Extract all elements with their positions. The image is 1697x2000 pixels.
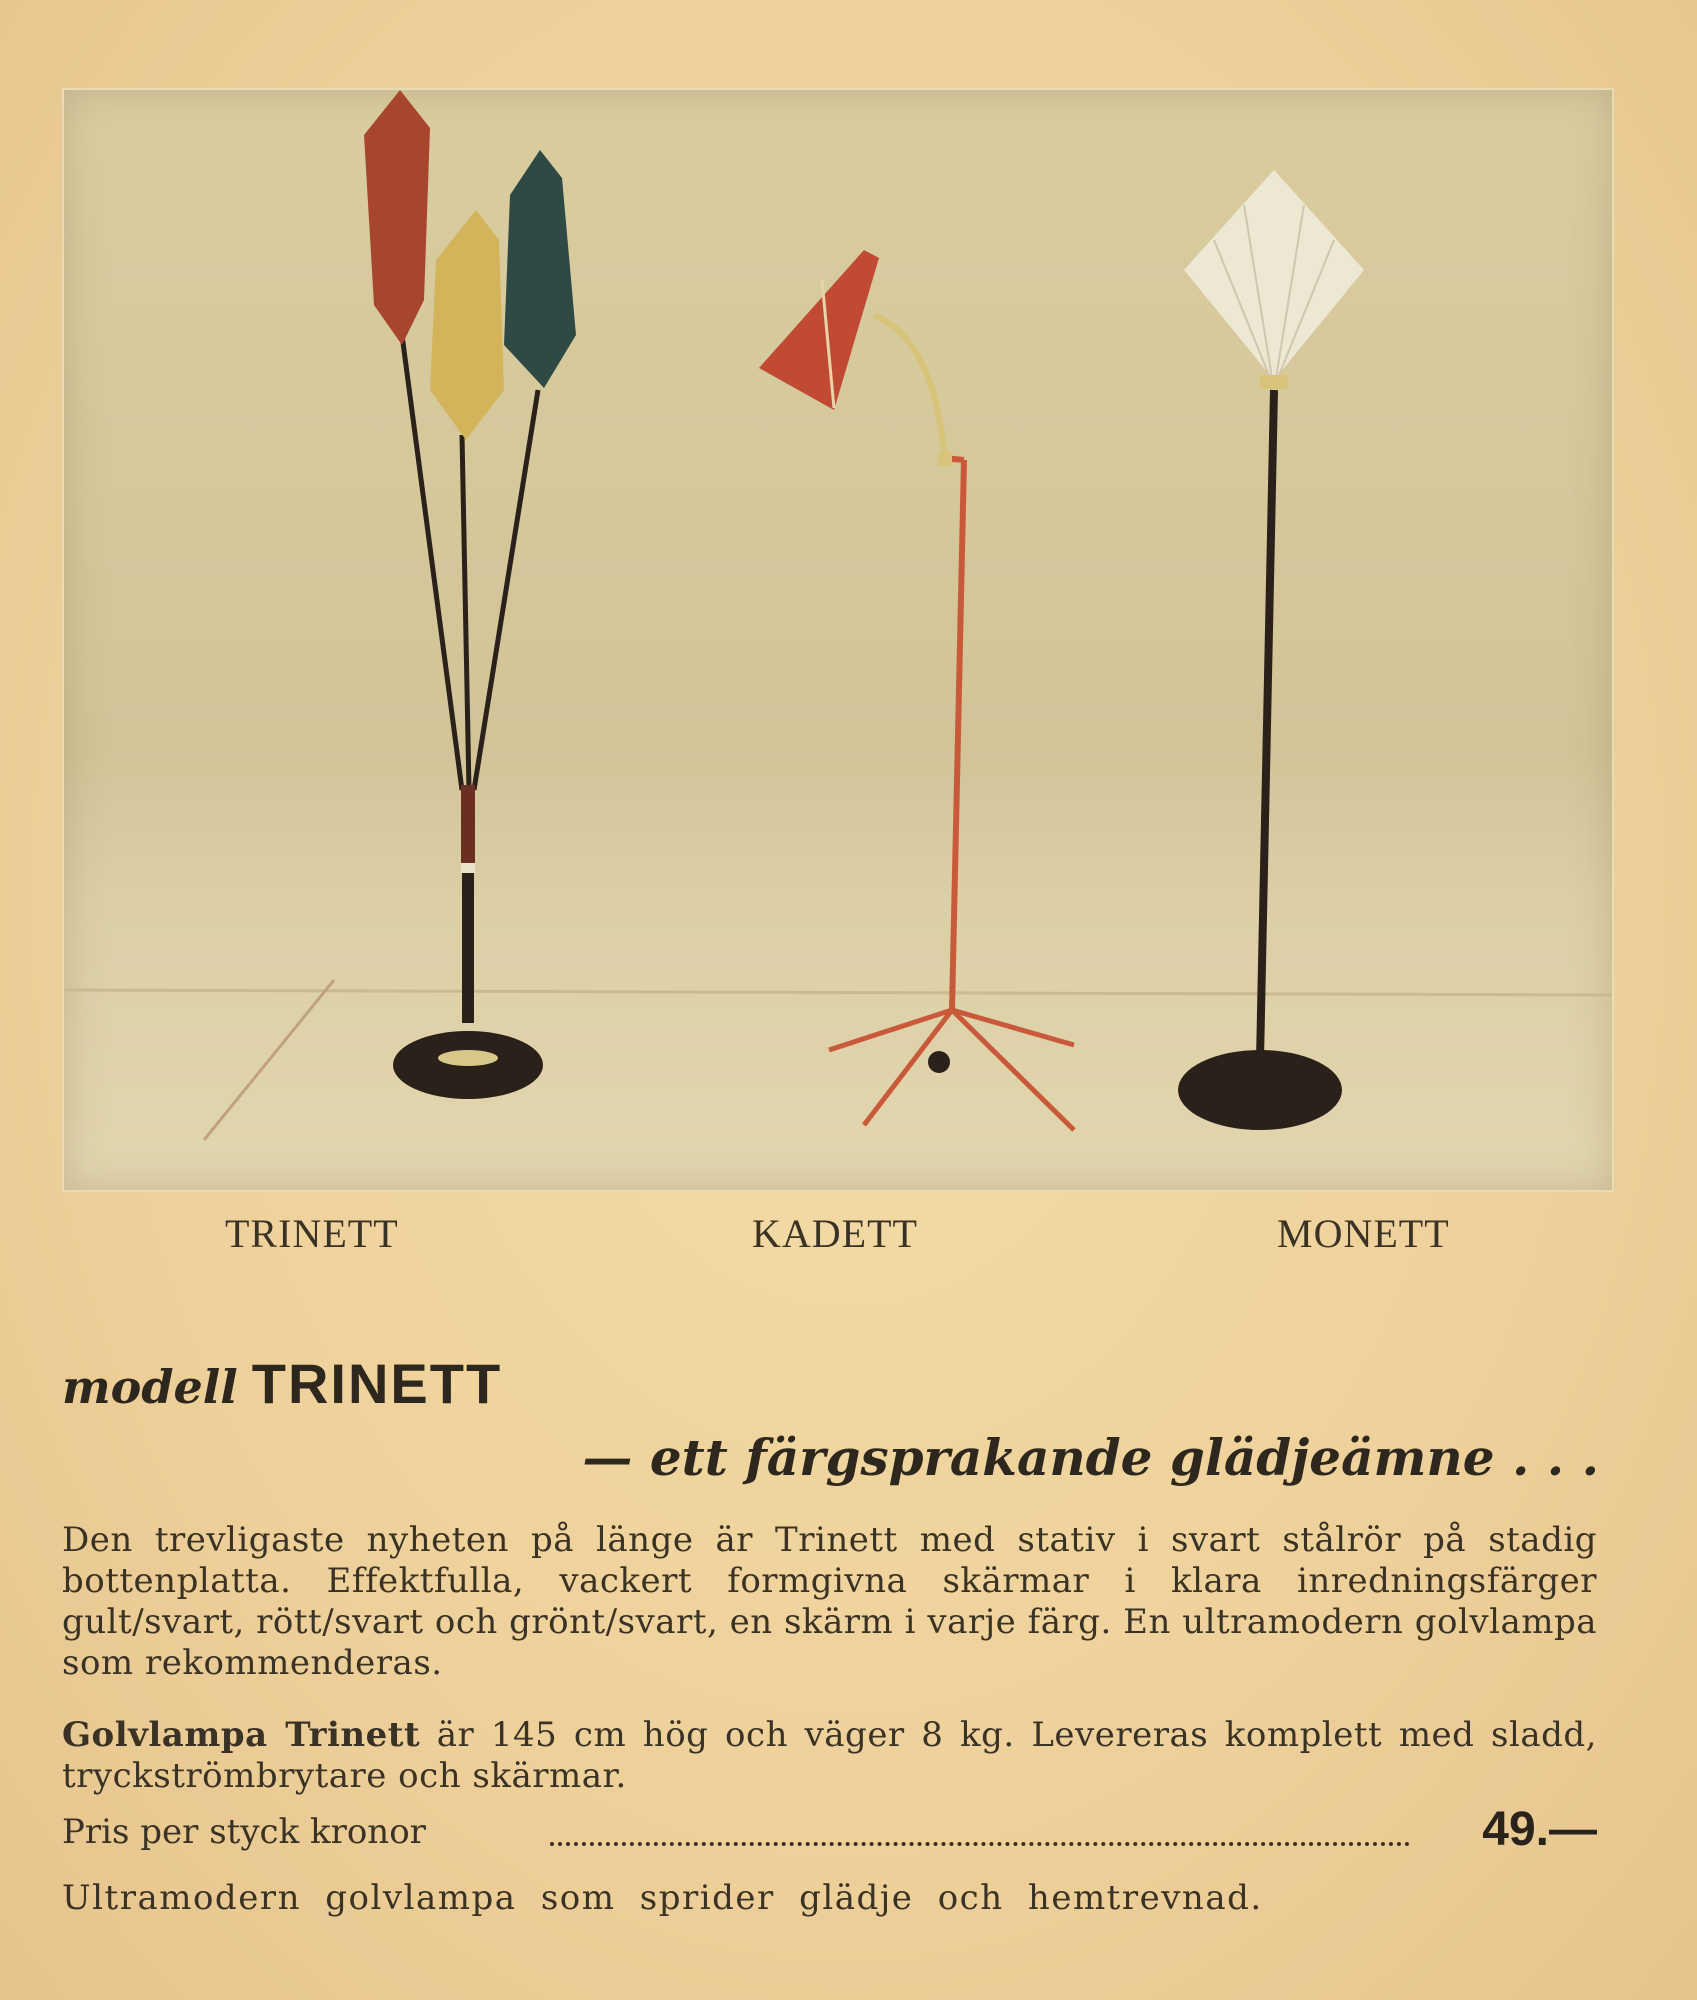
monett-lamp	[1178, 170, 1364, 1130]
description-paragraph: Den trevligaste nyheten på länge är Trinett med stativ i svart stålrör på stadig bottenplatta. Effektfulla, vackert formgivna skärmar i klara inredningsfärger gult/svart, rött/svart och grönt/svart, en skärm i varje färg. En ultramodern golvlampa som rekommenderas.	[62, 1520, 1597, 1683]
price-value: 49.—	[1482, 1803, 1597, 1856]
slogan: — ett färgsprakande glädjeämne . . .	[582, 1428, 1599, 1487]
spec-lead: Golvlampa Trinett	[62, 1715, 421, 1755]
lamps-illustration	[64, 90, 1612, 1190]
lamp-photograph	[62, 88, 1614, 1192]
price-row	[62, 1803, 1597, 1858]
price-label: Pris per styck kronor	[62, 1812, 426, 1852]
specification-paragraph	[62, 1715, 1597, 1797]
title-prefix: modell	[62, 1360, 238, 1414]
page-title	[62, 1352, 502, 1419]
caption-trinett: TRINETT	[225, 1211, 399, 1256]
spec-text: är 145 cm hög och väger 8 kg. Levereras komplett med sladd, tryckströmbrytare och skärmar.	[62, 1715, 1597, 1796]
kadett-lamp	[759, 250, 1074, 1130]
trinett-yellow-shade	[430, 210, 504, 440]
closing-line: Ultramodern golvlampa som sprider glädje och hemtrevnad.	[62, 1878, 1263, 1918]
caption-kadett: KADETT	[752, 1211, 918, 1256]
trinett-red-shade	[364, 90, 430, 345]
monett-shade	[1184, 170, 1364, 380]
price-leader-dots	[550, 1842, 1410, 1846]
title-model-name: TRINETT	[251, 1352, 503, 1415]
floor-seam	[204, 980, 334, 1140]
floor-line	[64, 990, 1612, 995]
caption-monett: MONETT	[1277, 1211, 1450, 1256]
kadett-shade	[759, 250, 879, 410]
trinett-lamp	[364, 90, 576, 1099]
trinett-green-shade	[504, 150, 576, 388]
